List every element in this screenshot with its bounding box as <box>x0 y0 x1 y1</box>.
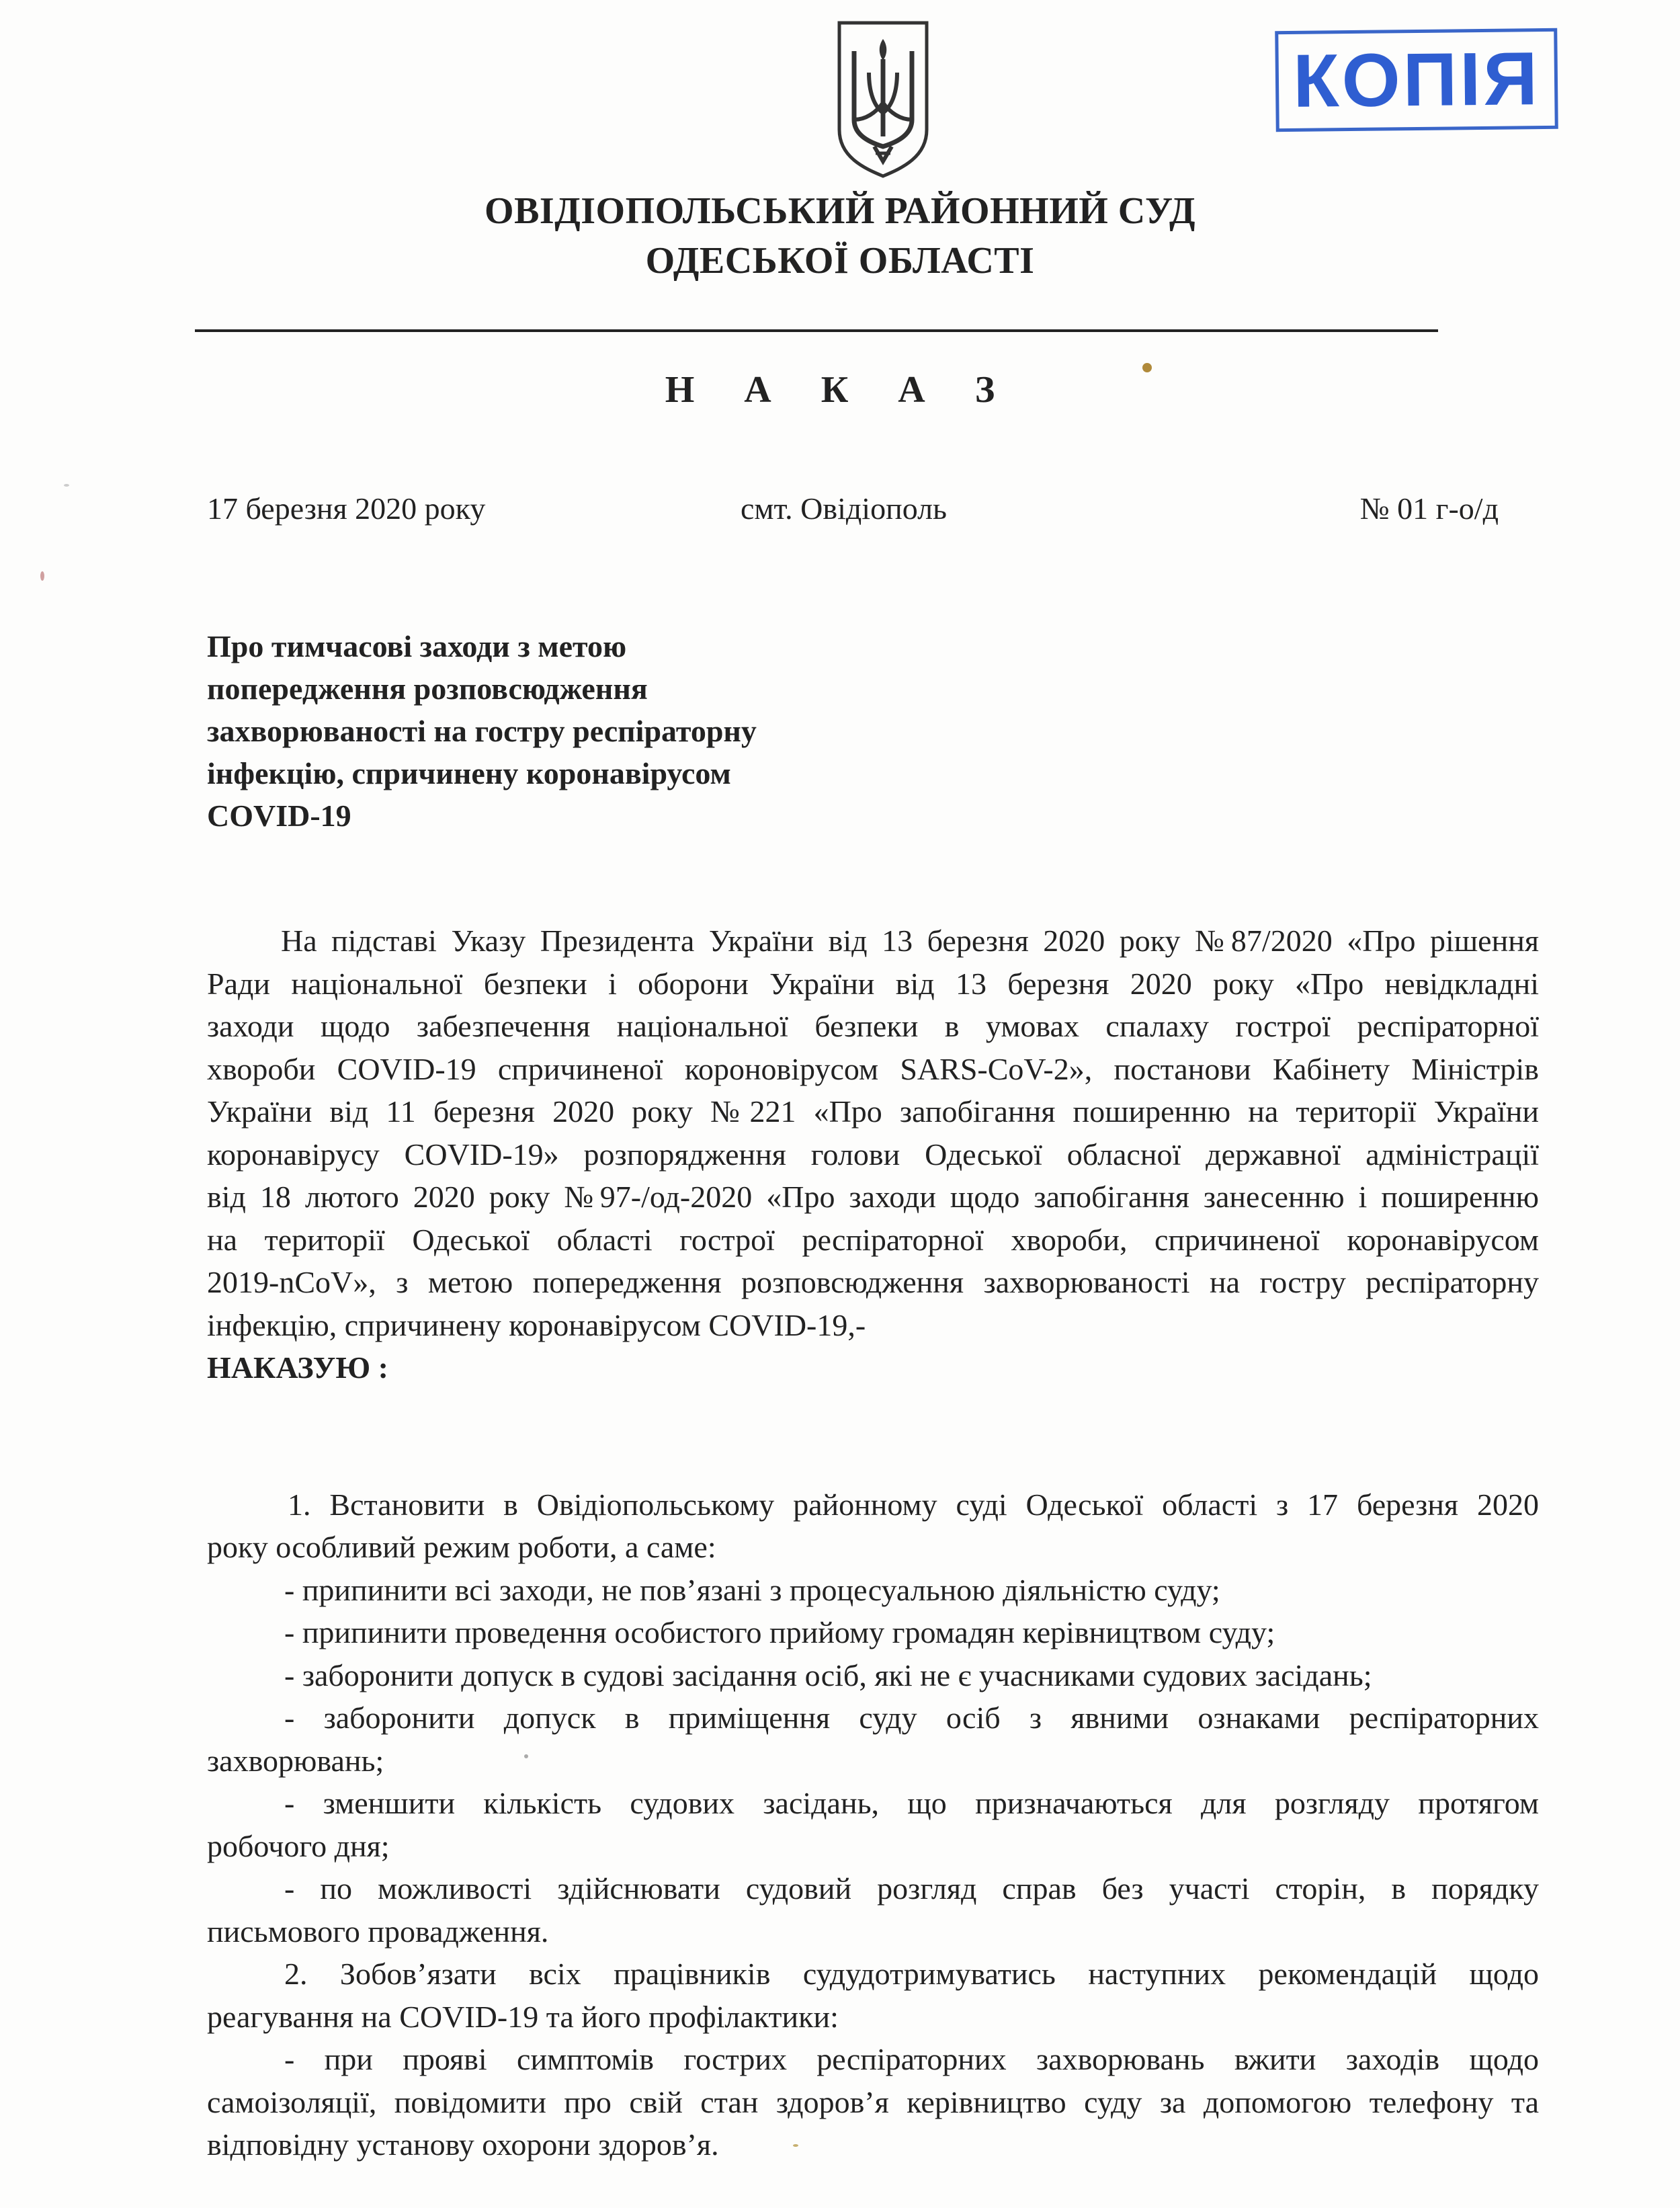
preamble-line: інфекцію, спричинену коронавірусом COVID-19,- <box>207 1307 866 1342</box>
list-item-continuation: письмового провадження. <box>207 1914 549 1949</box>
list-item-continuation: відповідну установу охорони здоров’я. <box>207 2127 719 2162</box>
section-gap <box>207 1389 1539 1483</box>
document-place: смт. Овідіополь <box>741 491 948 526</box>
header-divider <box>195 329 1438 332</box>
subject-line: Про тимчасові заходи з метою <box>207 629 627 663</box>
list-item: - по можливості здійснювати судовий розгляд справ без участі сторін, в порядку <box>284 1871 1539 1906</box>
order-word: НАКАЗУЮ : <box>207 1350 388 1385</box>
list-item-continuation: захворювань; <box>207 1743 384 1778</box>
item-1-line: 1. Встановити в Овідіопольському районному суді Одеської області з 17 березня 2020 <box>288 1487 1539 1522</box>
subject-line: захворюваності на гостру респіраторну <box>207 714 757 748</box>
document-date: 17 березня 2020 року <box>207 491 486 526</box>
preamble-line: на території Одеської області гострої респіраторної хвороби, спричиненої коронавірусом <box>207 1222 1539 1257</box>
document-type: Н А К А З <box>665 369 1015 411</box>
preamble-line: На підставі Указу Президента України від 13 березня 2020 року №87/2020 «Про рішення <box>281 924 1539 958</box>
preamble-line: хвороби COVID-19 спричиненої короновірусом SARS-CoV-2», постанови Кабінету Міністрів <box>207 1051 1539 1086</box>
list-item: - зменшити кількість судових засідань, що призначаються для розгляду протягом <box>284 1786 1539 1820</box>
list-item-continuation: робочого дня; <box>207 1828 390 1863</box>
list-item: - припинити всі заходи, не пов’язані з процесуальною діяльністю суду; <box>284 1572 1220 1607</box>
scan-speck <box>64 484 69 487</box>
preamble-line: заходи щодо забезпечення національної безпеки в умовах спалаху гострої респіраторної <box>207 1009 1539 1043</box>
document-number: № 01 г-о/д <box>1359 491 1499 526</box>
preamble-line: Ради національної безпеки і оборони України від 13 березня 2020 року «Про невідкладні <box>207 966 1539 1001</box>
document-subject <box>207 625 879 837</box>
court-name-line-1: ОВІДІОПОЛЬСЬКИЙ РАЙОННИЙ СУД <box>485 190 1195 232</box>
scan-speck <box>793 2144 798 2147</box>
item-2-line: реагування на COVID-19 та його профілактики: <box>207 1999 839 2034</box>
item-2-line: 2. Зобов’язати всіх працівників судудотримуватись наступних рекомендацій щодо <box>284 1957 1539 1991</box>
preamble-line: коронавірусу COVID-19» розпорядження голови Одеської обласної державної адміністрації <box>207 1137 1539 1172</box>
scan-speck <box>524 1754 528 1758</box>
list-item: - припинити проведення особистого прийому громадян керівництвом суду; <box>284 1615 1275 1649</box>
subject-line: попередження розповсюдження <box>207 671 648 706</box>
preamble-line: від 18 лютого 2020 року №97-/од-2020 «Про заходи щодо запобігання занесенню і поширенню <box>207 1180 1539 1214</box>
subject-line: інфекцію, спричинену коронавірусом <box>207 756 731 790</box>
preamble-line: 2019-nCoV», з метою попередження розповсюдження захворюваності на гостру респіраторну <box>207 1265 1539 1299</box>
preamble-line: України від 11 березня 2020 року №221 «Про запобігання поширенню на території України <box>207 1094 1539 1129</box>
list-item: - заборонити допуск в судові засідання осіб, які не є учасниками судових засідань; <box>284 1658 1372 1692</box>
subject-line: COVID-19 <box>207 799 351 833</box>
trident-coat-of-arms-icon <box>835 19 931 180</box>
list-item: - заборонити допуск в приміщення суду осіб з явними ознаками респіраторних <box>284 1701 1539 1735</box>
scan-speck <box>1142 363 1152 372</box>
item-1-line: року особливий режим роботи, а саме: <box>207 1530 716 1564</box>
list-item-continuation: самоізоляції, повідомити про свій стан здоров’я керівництво суду за допомогою телефону та <box>207 2084 1539 2119</box>
court-name-line-2: ОДЕСЬКОЇ ОБЛАСТІ <box>645 240 1035 282</box>
copy-stamp: КОПІЯ <box>1275 28 1558 132</box>
list-item: - при прояві симптомів гострих респіраторних захворювань вжити заходів щодо <box>284 2042 1539 2076</box>
document-body <box>207 919 1539 2166</box>
scan-speck <box>40 571 44 581</box>
